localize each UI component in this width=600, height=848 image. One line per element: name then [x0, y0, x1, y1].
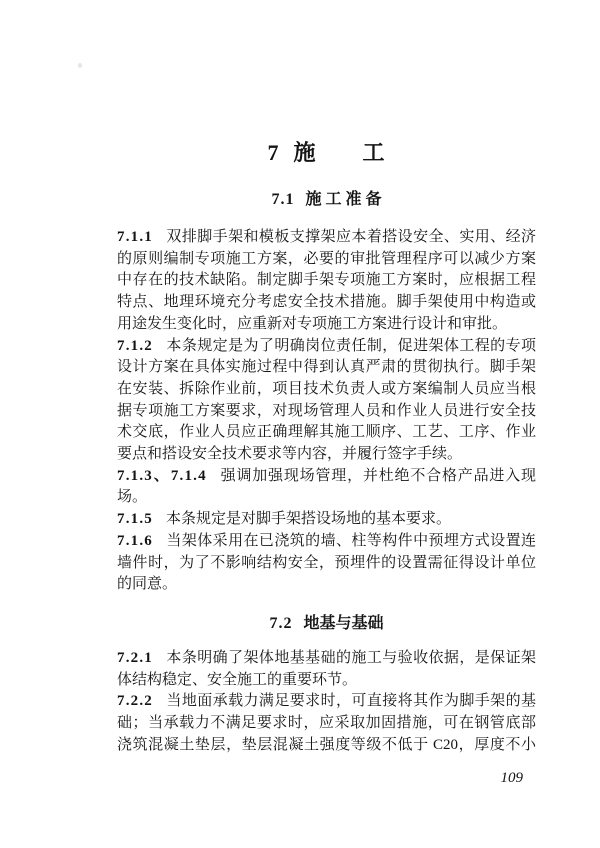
section-number: 7.1: [271, 191, 295, 208]
text-column: [117, 141, 536, 787]
section-7-1-body: [117, 227, 536, 596]
clause-text: 双排脚手架和模板支撑架应本着搭设安全、实用、经济的原则编制专项施工方案，必要的审批管理程序可以减少方案中存在的技术缺陷。制定脚手架专项施工方案时，应根据工程特点、地理环境充分考虑安全技术措施。脚手架使用中构造或用途发生变化时，应重新对专项施工方案进行设计和审批。: [117, 229, 536, 332]
clause-paragraph: [117, 691, 536, 756]
clause-number: 7.1.5: [117, 511, 153, 528]
section-number: 7.2: [269, 614, 293, 632]
clause-paragraph: [117, 648, 536, 691]
page-number: 109: [500, 770, 523, 787]
clause-text: 本条规定是对脚手架搭设场地的基本要求。: [166, 511, 452, 528]
clause-paragraph: [117, 336, 536, 466]
clause-text: 强调加强现场管理，并杜绝不合格产品进入现场。: [117, 467, 536, 506]
section-title: 地基与基础: [303, 614, 384, 632]
clause-number: 7.1.6: [117, 532, 153, 549]
clause-text: 本条明确了架体地基基础的施工与验收依据，是保证架体结构稳定、安全施工的重要环节。: [117, 649, 536, 688]
scan-artifact: [78, 63, 82, 68]
clause-number: 7.1.2: [117, 337, 153, 354]
chapter-number: 7: [267, 140, 280, 165]
clause-number: 7.2.2: [117, 693, 153, 710]
clause-paragraph: [117, 531, 536, 596]
clause-paragraph: [117, 227, 536, 336]
section-title: 施 工 准 备: [305, 191, 382, 208]
clause-number: 7.1.1: [117, 229, 153, 245]
section-heading-7-2: [117, 615, 536, 633]
clause-paragraph: [117, 509, 536, 531]
clause-number: 7.1.3、7.1.4: [117, 467, 207, 484]
clause-text: 本条规定是为了明确岗位责任制，促进架体工程的专项设计方案在具体实施过程中得到认真严肃的贯彻执行。脚手架在安装、拆除作业前，项目技术负责人或方案编制人员应当根据专项施工方案要求，对现场管理人员和作业人员进行安全技术交底，作业人员应正确理解其施工顺序、工艺、工序、作业要点和搭设安全技术要求等内容，并履行签字手续。: [117, 337, 536, 463]
clause-paragraph: [117, 466, 536, 509]
chapter-title: [117, 141, 536, 165]
clause-text: 当架体采用在已浇筑的墙、柱等构件中预埋方式设置连墙件时，为了不影响结构安全，预埋件的设置需征得设计单位的同意。: [117, 532, 536, 593]
chapter-title-text: 施 工: [293, 140, 386, 165]
clause-number: 7.2.1: [117, 649, 153, 666]
section-heading-7-1: [117, 191, 536, 209]
clause-text: 当地面承载力满足要求时，可直接将其作为脚手架的基础；当承载力不满足要求时，应采取加固措施，可在钢管底部浇筑混凝土垫层，垫层混凝土强度等级不低于 C20，厚度不小: [117, 693, 536, 753]
section-7-2-body: [117, 648, 536, 757]
